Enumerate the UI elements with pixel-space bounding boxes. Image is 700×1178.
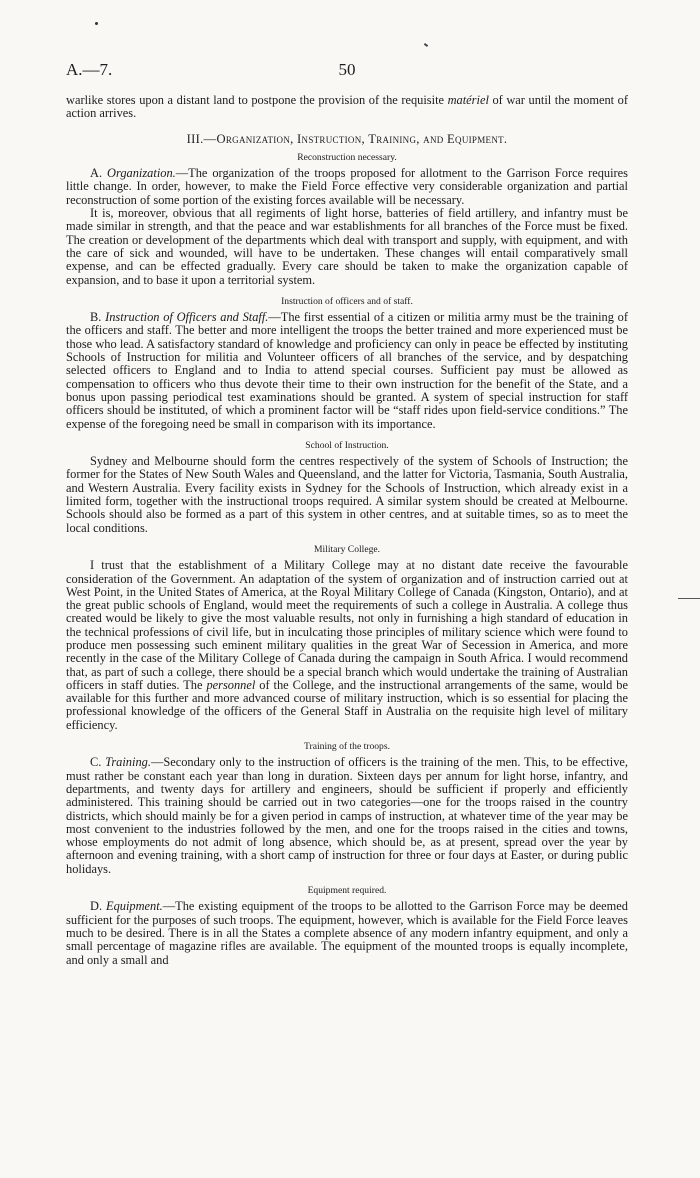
training-title: Training.: [105, 755, 151, 770]
instruction-lead: B.: [90, 310, 106, 325]
intro-paragraph: [66, 94, 628, 121]
page-number: 50: [338, 60, 356, 79]
intro-italic-word: matériel: [447, 93, 489, 107]
page-header: [66, 60, 628, 84]
equipment-text: —The existing equipment of the troops to be allotted to the Garrison Force may be deemed sufficient for the purposes of such troops. The equipment, however, which is available for the Field Force leaves much to be desired. There is in all the States a complete absence of any modern infantry equipment, and only a small percentage of magazine rifles are available. The equipment of the mounted troops is equally incomplete, and only a small and: [66, 899, 628, 967]
equipment-lead: D.: [90, 899, 106, 914]
college-paragraph: [66, 559, 628, 732]
subheading-reconstruction: Reconstruction necessary.: [297, 151, 397, 163]
instruction-title: Instruction of Officers and Staff.: [105, 310, 269, 325]
stray-ink-tick: [424, 43, 428, 47]
intro-text-before: warlike stores upon a distant land to postpone the provision of the requisite: [66, 93, 448, 107]
equipment-paragraph: [66, 900, 628, 966]
organization-title: Organization.: [107, 166, 176, 181]
subheading-college: Military College.: [313, 543, 381, 555]
training-paragraph: [66, 756, 628, 876]
instruction-paragraph: [66, 311, 628, 431]
subheading-equipment: Equipment required.: [307, 885, 387, 897]
college-text-before: I trust that the establishment of a Military College may at no distant date receive the favourable consideration of the Government. An adaptation of the system of organization and of instruction carried out at West Point, in the United States of America, at the Royal Military College of Canada (Kingston, Ontario), and at the great public schools of England, would meet the requirements of such a college in Australia. A college thus created would be likely to give the most valuable results, not only in furnishing a high standard of education in the technical professions of civil life, but in inculcating those principles of military science which were found to produce men possessing such eminent military qualities in the great War of Secession in America, and more recently in the case of the Military College of Canada during the campaign in South Africa. I would recommend that, as part of such a college, there should be a special branch which would undertake the training of Australian officers in staff duties. The: [66, 558, 628, 692]
organization-lead: A.: [90, 166, 108, 181]
page-body: [66, 94, 628, 967]
instruction-text: —The first essential of a citizen or militia army must be the training of the officers and staff. The better and more intelligent the troops the better trained and more experienced must be those who lead. A satisfactory standard of knowledge and proficiency can only in peace be effected by instituting Schools of Instruction for militia and Volunteer officers of all branches of the service, and by despatching selected officers to England and to India to attend special courses. Sufficient pay must be allowed as compensation to officers who thus devote their time to their own instruction for the benefit of the State, and a bonus upon passing periodical test examinations should be granted. A system of special instruction for staff officers should be instituted, of which a prominent factor will be “staff rides upon field-service conditions.” The expense of the foregoing need be small in comparison with its importance.: [66, 310, 628, 431]
section-title: III.—Organization, Instruction, Training, and Equipment.: [186, 131, 508, 146]
intro-text-after: of war until the moment of action arrives.: [66, 93, 628, 121]
equipment-title: Equipment.: [106, 899, 163, 914]
subheading-instruction: Instruction of officers and of staff.: [281, 295, 413, 307]
college-italic-word: personnel: [206, 677, 256, 692]
organization-paragraph-1: [66, 167, 628, 207]
training-text: —Secondary only to the instruction of officers is the training of the men. This, to be effective, must rather be constant each year than long in duration. Sixteen days per annum for light horse, infantry, and departments, and twenty days for artillery and engineers, should be sufficient if properly and efficiently administered. This training should be carried out in two categories—one for the troops raised in the country districts, which should mainly be for a given period in camps of instruction, at whatever time of the year may be most convenient to the industries followed by the men, and one for the troops raised in the cities and towns, whose employments do not admit of long absence, which should be, as at present, spread over the year by afternoon and evening training, with a short camp of instruction for three or four days at Easter, or during public holidays.: [66, 755, 628, 876]
organization-paragraph-2: It is, moreover, obvious that all regiments of light horse, batteries of field artillery, and infantry must be made similar in strength, and that the peace and war establishments for all branches of the Force must be fixed. The creation or development of the departments which deal with transport and supply, with equipment, and with the care of sick and wounded, will have to be undertaken. These changes will entail comparatively small expense, and can be effected gradually. Every care should be taken to make the organization capable of expansion, and to base it upon a territorial system.: [66, 206, 628, 287]
margin-dash: [678, 598, 700, 599]
organization-text: —The organization of the troops proposed for allotment to the Garrison Force requires little change. In order, however, to make the Field Force effective very considerable organization and partial reconstruction of some portion of the existing forces available will be necessary.: [66, 166, 628, 207]
training-lead: C.: [90, 755, 106, 770]
subheading-training: Training of the troops.: [304, 741, 390, 753]
stray-ink-dot: [95, 22, 98, 25]
document-reference: A.—7.: [66, 60, 113, 79]
school-paragraph: Sydney and Melbourne should form the centres respectively of the system of Schools of Instruction; the former for the States of New South Wales and Queensland, and the latter for Victoria, Tasmania, South Australia, and Western Australia. Every facility exists in Sydney for the Schools of Instruction, which already exist in a limited form, together with the instructional troops required. A similar system should be created at Melbourne. Schools should also be formed as a part of this system in other centres, and at suitable times, so as to meet the local conditions.: [66, 454, 628, 535]
subheading-school: School of Instruction.: [305, 439, 389, 451]
college-text-after: of the College, and the instructional arrangements of the same, would be available for this further and more advanced course of military instruction, which is so essential for placing the professional knowledge of the officers of the General Staff in Australia on the requisite high level of military efficiency.: [66, 677, 628, 732]
